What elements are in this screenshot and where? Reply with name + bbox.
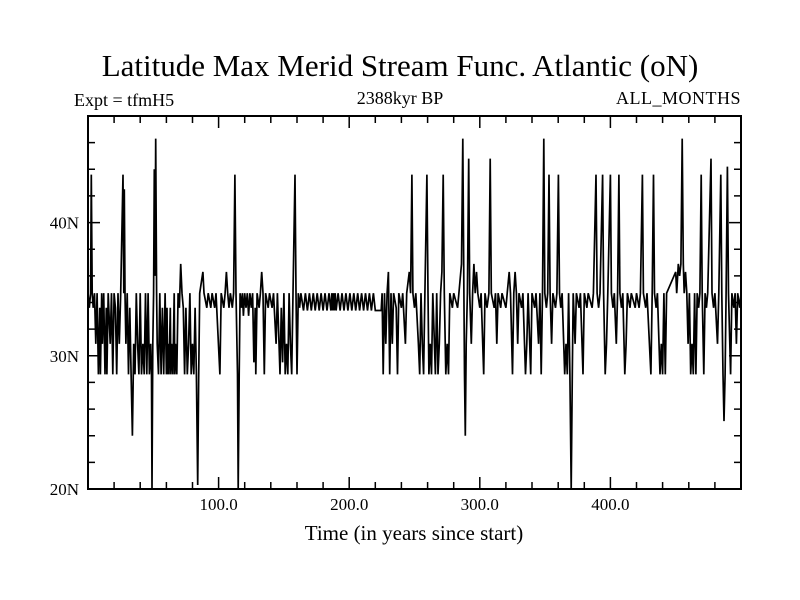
x-tick-label: 100.0 (199, 495, 238, 514)
data-line (88, 139, 741, 489)
y-tick-label: 40N (49, 213, 79, 233)
x-tick-label: 300.0 (460, 495, 499, 514)
time-bp-label: 2388kyr BP (356, 88, 444, 108)
x-tick-label: 400.0 (591, 495, 630, 514)
chart-title: Latitude Max Merid Stream Func. Atlantic (oN) (101, 48, 699, 83)
months-label: ALL_MONTHS (616, 88, 741, 108)
experiment-label: Expt = tfmH5 (74, 90, 175, 110)
x-axis-title: Time (in years since start) (304, 521, 524, 545)
y-tick-label: 30N (49, 346, 79, 366)
y-tick-label: 20N (49, 480, 79, 499)
x-tick-label: 200.0 (330, 495, 369, 514)
